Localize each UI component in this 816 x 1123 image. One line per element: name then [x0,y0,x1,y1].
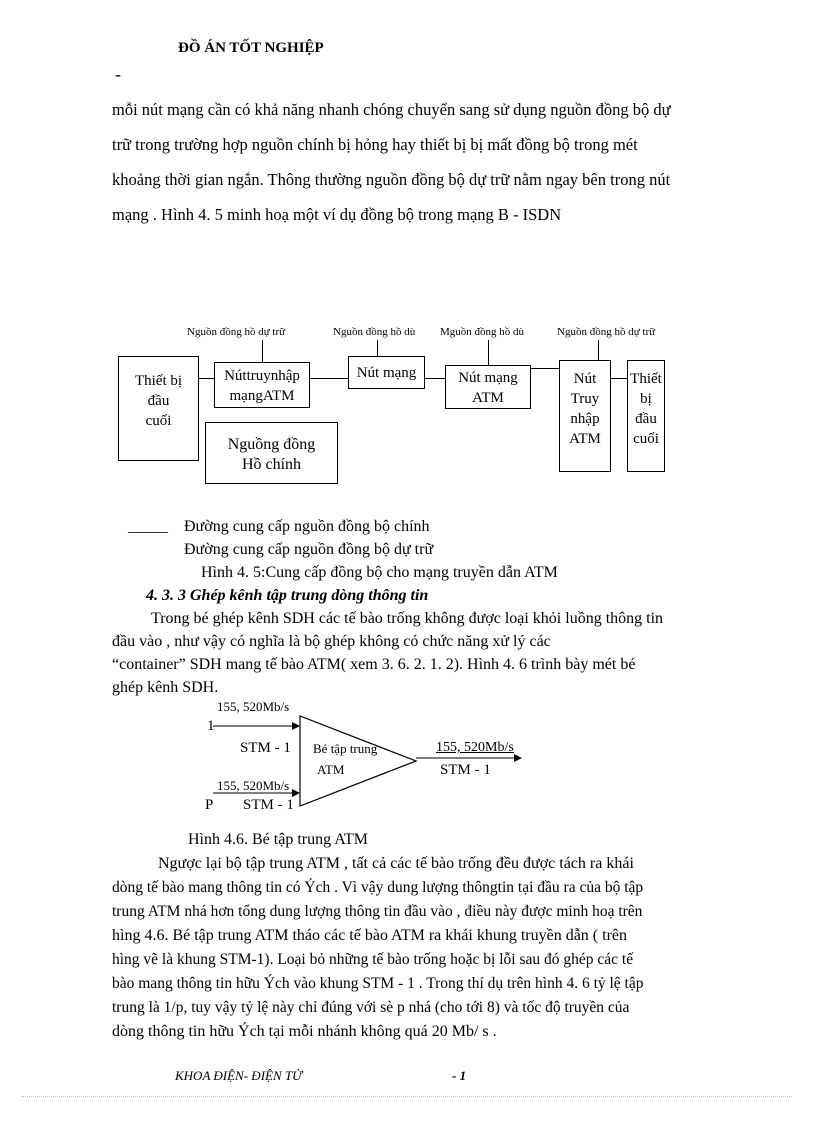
output-rate: 155, 520Mb/s [436,740,514,755]
terminal-right-line: bị [640,391,652,407]
input-1-index: 1 [207,718,215,734]
figure-4-6-caption: Hình 4.6. Bé tập trung ATM [188,831,368,848]
figure-4-5-caption: Hình 4. 5:Cung cấp đồng bộ cho mạng truyền dẫn ATM [201,564,558,581]
atm-node-line: ATM [472,390,504,406]
terminal-left-line: đầu [147,393,170,409]
para2-line: “container” SDH mang tế bào ATM( xem 3. 6. 2. 1. 2). Hình 4. 6 trình bày mét bé [112,656,636,673]
input-1-stm: STM - 1 [240,740,291,756]
legend-backup-text: Đường cung cấp nguồn đồng bộ dự trữ [184,541,434,558]
clock-label-primary-1: Nguồn đồng hồ dù [333,326,416,338]
access-node-left-line: mạngATM [229,388,295,404]
access-node-right-line: nhập [570,411,600,427]
access-node-right-line: Nút [573,371,597,387]
concentrator-label: ATM [317,762,345,777]
intro-line: trữ trong trường hợp nguồn chính bị hỏng hay thiết bị bị mất đồng bộ trong mét [112,135,638,154]
para3-line: bào mang thông tin hữu Ých vào khung STM - 1 . Trong thí dụ trên hình 4. 6 tỷ lệ tập [112,975,644,992]
terminal-right-line: Thiết [630,371,662,387]
intro-line: khoảng thời gian ngắn. Thông thường nguồn đồng bộ dự trữ nằm ngay bên trong nút [112,170,671,189]
terminal-right-line: cuối [633,431,659,447]
para3-line: Ngược lại bộ tập trung ATM , tất cả các tế bào trống đều được tách ra khái [158,855,634,872]
legend-main-text: Đường cung cấp nguồn đồng bộ chính [184,518,430,535]
footer-divider [22,1096,792,1097]
para3-line: trung ATM nhá hơn tổng dung lượng thông tin đầu vào , điều này được minh hoạ trên [112,903,643,920]
input-p-index: P [205,797,214,813]
access-node-right-line: ATM [569,431,601,447]
footer-department: KHOA ĐIỆN- ĐIỆN TỬ [175,1068,302,1083]
output-stm: STM - 1 [440,762,491,778]
terminal-left-line: Thiết bị [134,373,183,389]
input-1-rate: 155, 520Mb/s [217,699,290,714]
intro-line: mỗi nút mạng cần có khả năng nhanh chóng chuyển sang sử dụng nguồn đồng bộ dự [112,100,671,119]
footer-page-number: - 1 [452,1068,467,1083]
access-node-right-line: Truy [570,391,600,407]
input-p-arrowhead [292,789,300,797]
output-arrowhead [514,754,522,762]
intro-line: mạng . Hình 4. 5 minh hoạ một ví dụ đồng bộ trong mạng B - ISDN [112,205,562,224]
concentrator-triangle [300,716,416,806]
page-header-title: ĐỒ ÁN TỐT NGHIỆP [178,40,324,56]
section-heading: 4. 3. 3 Ghép kênh tập trung dòng thông tin [146,587,429,604]
para2-line: đầu vào , như vậy có nghĩa là bộ ghép không có chức năng xử lý các [112,633,551,650]
clock-label-primary-2: Mguồn đồng hồ dù [440,326,525,338]
para3-line: dòng tế bào mang thông tin có Ých . Vì vậy dung lượng thôngtin tại đầu ra của bộ tập [112,879,644,896]
concentrator-label: Bé tập trung [313,741,378,756]
para3-line: hìng 4.6. Bé tập trung ATM tháo các tế bào ATM ra khái khung truyền dẫn ( trên [112,927,627,944]
clock-label-backup-2: Nguồn đồng hồ dự trữ [557,326,656,338]
input-1-arrowhead [292,722,300,730]
main-clock-line: Nguồng đồng [227,436,316,453]
input-p-rate: 155, 520Mb/s [217,778,290,793]
legend-main-symbol: _____ [128,518,168,535]
para3-line: trung là 1/p, tuy vậy tỷ lệ này chỉ đúng với sè p nhá (cho tới 8) và tốc độ truyền của [112,999,630,1016]
para2-line: Trong bé ghép kênh SDH các tế bào trống không được loại khỏi luồng thông tin [151,610,664,627]
header-dash: - [115,64,121,84]
clock-label-backup-1: Nguồn đồng hồ dự trữ [187,326,286,338]
terminal-right-line: đầu [635,411,657,427]
atm-node-line: Nút mạng [458,370,518,386]
para3-line: dòng thông tin hữu Ých tại mỗi nhánh không quá 20 Mb/ s . [112,1023,497,1040]
para3-line: hìng vẽ là khung STM-1). Loại bỏ những tế bào trống hoặc bị lỗi sau đó ghép các tế [112,951,634,968]
input-p-stm: STM - 1 [243,797,294,813]
network-node-label: Nút mạng [356,365,417,381]
terminal-left-line: cuối [145,413,172,429]
para2-line: ghép kênh SDH. [112,679,219,696]
main-clock-line: Hồ chính [241,456,302,473]
access-node-left-line: Núttruynhập [224,368,300,384]
